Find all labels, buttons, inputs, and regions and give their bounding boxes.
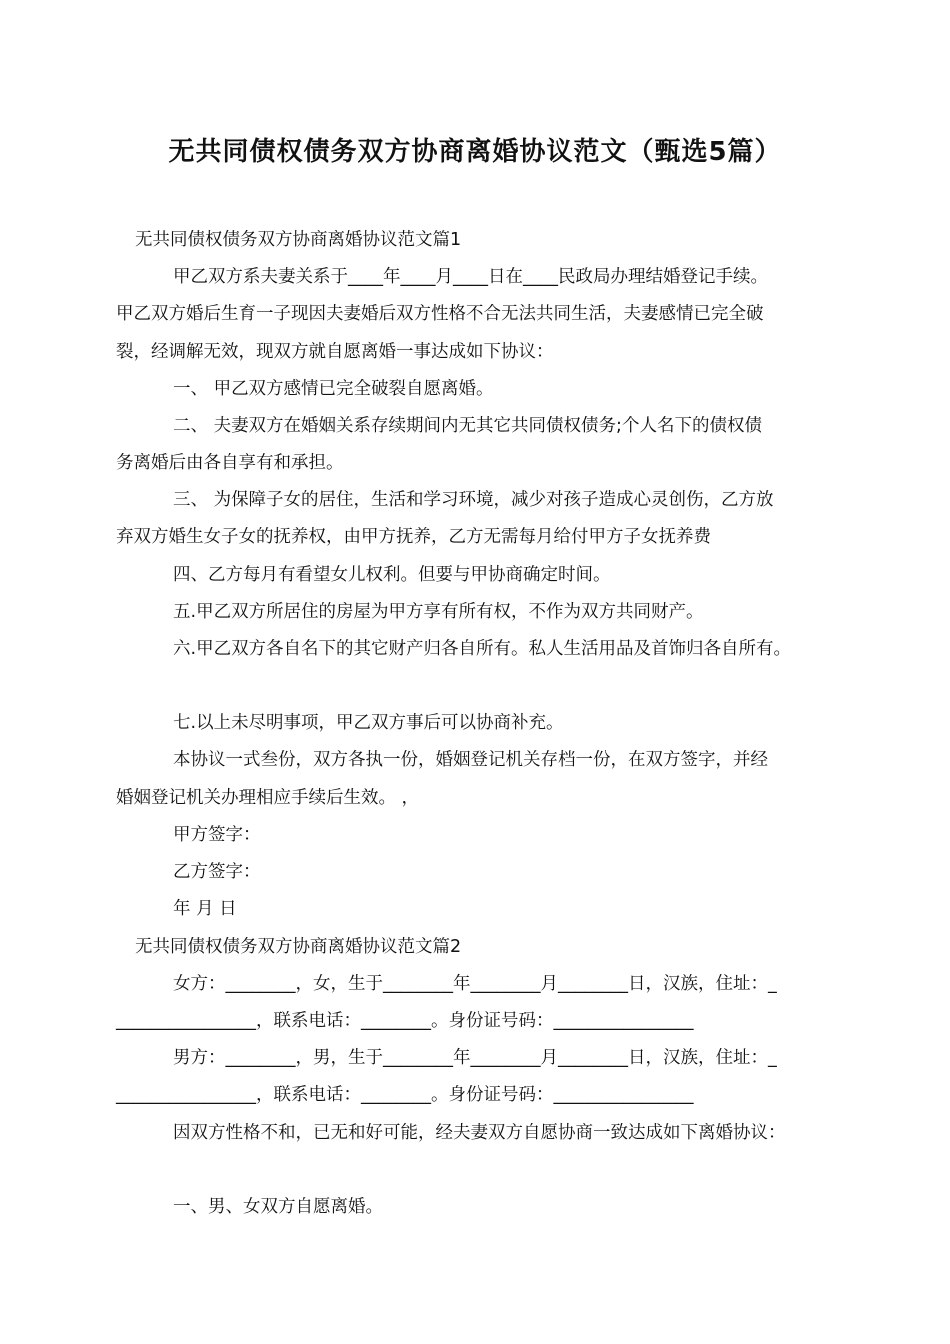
female-party-line-2: ________________，联系电话：________。身份证号码：________________ [116, 1011, 694, 1031]
article-1-clause-4: 四、乙方每月有看望女儿权利。但要与甲协商确定时间。 [173, 565, 611, 585]
male-party-line-1: 男方：________，男，生于________年________月________日，汉族，住址：_ [173, 1048, 777, 1068]
article-1-clause-1: 一、 甲乙双方感情已完全破裂自愿离婚。 [173, 379, 494, 399]
article-1-copies-line-1: 本协议一式叁份，双方各执一份，婚姻登记机关存档一份，在双方签字，并经 [173, 750, 768, 770]
article-1-clause-6: 六.甲乙双方各自名下的其它财产归各自所有。私人生活用品及首饰归各自所有。 [173, 639, 792, 659]
signature-date: 年 月 日 [173, 899, 237, 919]
article-1-intro-line-1: 甲乙双方系夫妻关系于____年____月____日在____民政局办理结婚登记手续。 [173, 267, 768, 287]
article-1-heading: 无共同债权债务双方协商离婚协议范文篇1 [135, 230, 462, 250]
article-2-reason: 因双方性格不和，已无和好可能，经夫妻双方自愿协商一致达成如下离婚协议： [173, 1123, 786, 1143]
article-1-clause-2-line-2: 务离婚后由各自享有和承担。 [116, 453, 344, 473]
article-1-clause-7: 七.以上未尽明事项，甲乙双方事后可以协商补充。 [173, 713, 564, 733]
article-1-clause-5: 五.甲乙双方所居住的房屋为甲方享有所有权，不作为双方共同财产。 [173, 602, 704, 622]
article-1-clause-3-line-1: 三、 为保障子女的居住，生活和学习环境，减少对孩子造成心灵创伤，乙方放 [173, 490, 774, 510]
party-a-signature: 甲方签字： [173, 825, 261, 845]
party-b-signature: 乙方签字： [173, 862, 261, 882]
article-1-intro-line-3: 裂，经调解无效，现双方就自愿离婚一事达成如下协议： [116, 342, 554, 362]
article-1-clause-3-line-2: 弃双方婚生女子女的抚养权，由甲方抚养，乙方无需每月给付甲方子女抚养费 [116, 527, 711, 547]
document-title: 无共同债权债务双方协商离婚协议范文（甄选5篇） [168, 137, 782, 167]
article-1-copies-line-2: 婚姻登记机关办理相应手续后生效。 ， [116, 788, 420, 808]
article-2-heading: 无共同债权债务双方协商离婚协议范文篇2 [135, 937, 462, 957]
article-2-clause-1: 一、男、女双方自愿离婚。 [173, 1197, 383, 1217]
article-1-clause-2-line-1: 二、 夫妻双方在婚姻关系存续期间内无其它共同债权债务;个人名下的债权债 [173, 416, 762, 436]
article-1-intro-line-2: 甲乙双方婚后生育一子现因夫妻婚后双方性格不合无法共同生活，夫妻感情已完全破 [116, 304, 764, 324]
male-party-line-2: ________________，联系电话：________。身份证号码：________________ [116, 1085, 694, 1105]
female-party-line-1: 女方：________，女，生于________年________月________日，汉族，住址：_ [173, 974, 777, 994]
